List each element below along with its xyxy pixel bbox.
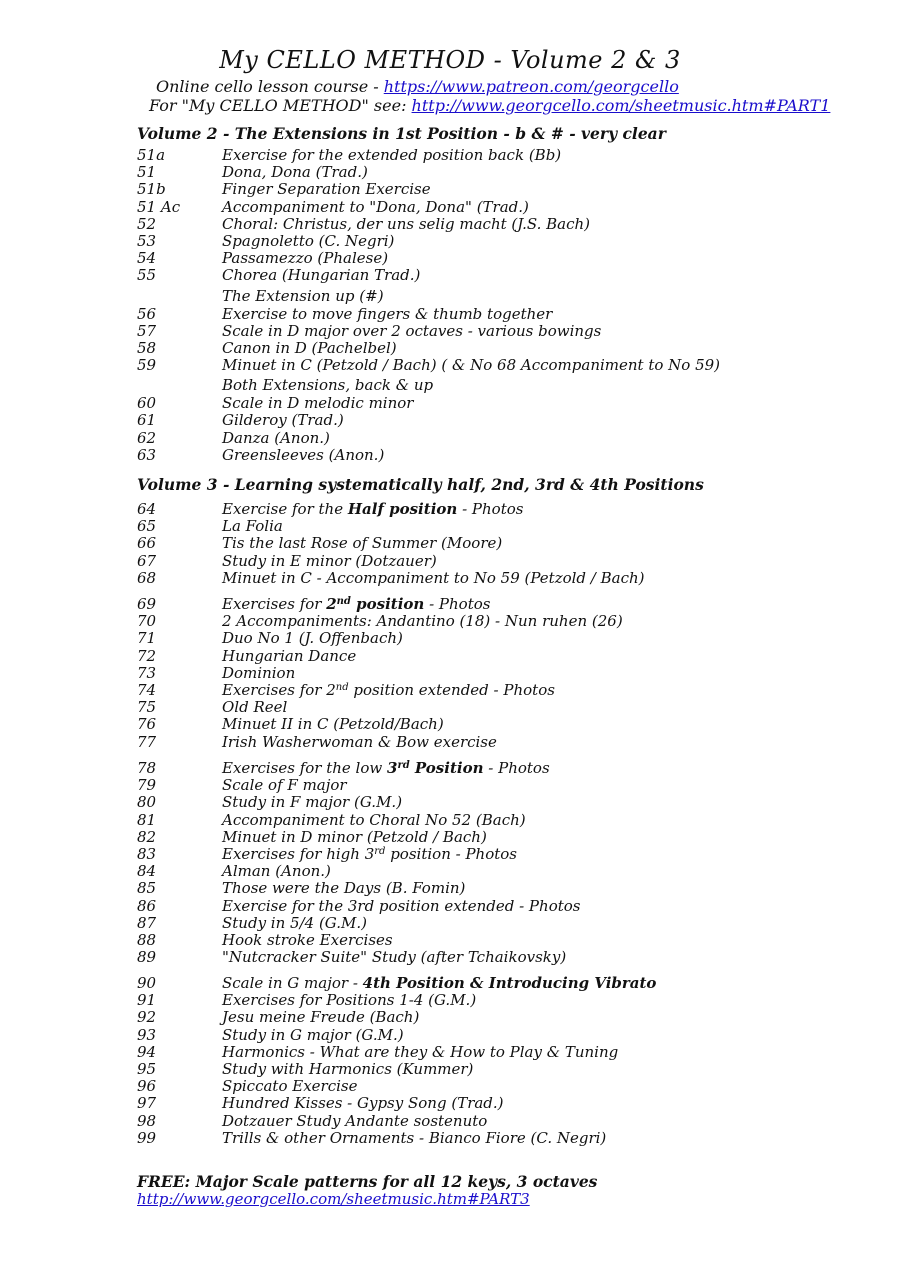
volume2-list bbox=[137, 147, 877, 464]
online-course-label: Online cello lesson course - bbox=[156, 77, 384, 96]
list-item bbox=[137, 535, 877, 552]
list-item bbox=[137, 760, 877, 777]
item-text: Alman (Anon.) bbox=[222, 862, 331, 881]
list-item bbox=[137, 501, 877, 518]
list-item bbox=[137, 863, 877, 880]
list-item bbox=[137, 734, 877, 751]
item-text: Exercise for the extended position back (Bb) bbox=[222, 146, 562, 164]
volume3-heading: Volume 3 - Learning systematically half, 2nd, 3rd & 4th Positions bbox=[137, 475, 704, 494]
item-number: 96 bbox=[137, 1077, 157, 1096]
item-text: Spiccato Exercise bbox=[222, 1077, 358, 1096]
list-item bbox=[137, 880, 877, 897]
item-text: Exercises for 2nd position - Photos bbox=[222, 595, 491, 613]
item-number: 52 bbox=[137, 214, 157, 233]
item-text: 2 Accompaniments: Andantino (18) - Nun ruhen (26) bbox=[222, 612, 623, 631]
list-item bbox=[137, 1061, 877, 1078]
item-number: 54 bbox=[137, 249, 157, 268]
list-item bbox=[137, 915, 877, 932]
list-item bbox=[137, 829, 877, 846]
item-number: 79 bbox=[137, 776, 157, 795]
item-number: 92 bbox=[137, 1008, 157, 1027]
item-text: Passamezzo (Phalese) bbox=[222, 249, 389, 268]
item-text: Finger Separation Exercise bbox=[222, 180, 431, 199]
item-text: Duo No 1 (J. Offenbach) bbox=[222, 629, 403, 648]
item-text: Harmonics - What are they & How to Play & Tuning bbox=[222, 1042, 619, 1061]
volume3-third-position-list bbox=[137, 760, 877, 966]
item-number: 93 bbox=[137, 1025, 157, 1044]
item-text: Old Reel bbox=[222, 698, 288, 717]
method-label: For "My CELLO METHOD" see: bbox=[149, 96, 412, 115]
list-item bbox=[137, 233, 877, 250]
item-text: Dona, Dona (Trad.) bbox=[222, 163, 368, 182]
item-number: 51a bbox=[137, 146, 166, 164]
list-item bbox=[137, 1078, 877, 1095]
list-item bbox=[137, 630, 877, 647]
online-course-line bbox=[156, 77, 679, 97]
item-text: Hook stroke Exercises bbox=[222, 930, 393, 949]
list-item bbox=[137, 898, 877, 915]
item-text: Jesu meine Freude (Bach) bbox=[222, 1008, 420, 1027]
item-text: Study in G major (G.M.) bbox=[222, 1025, 404, 1044]
item-text: Exercises for 2nd position extended - Photos bbox=[222, 680, 555, 699]
list-item bbox=[137, 613, 877, 630]
item-number: 81 bbox=[137, 810, 157, 829]
item-number: 69 bbox=[137, 595, 157, 613]
list-item bbox=[137, 199, 877, 216]
item-number: 99 bbox=[137, 1128, 157, 1147]
section-subheading bbox=[137, 288, 877, 306]
item-text: Tis the last Rose of Summer (Moore) bbox=[222, 534, 503, 553]
list-item bbox=[137, 412, 877, 429]
item-number: 68 bbox=[137, 568, 157, 587]
item-number: 77 bbox=[137, 732, 157, 751]
item-number: 51 bbox=[137, 163, 157, 182]
item-number: 56 bbox=[137, 304, 157, 323]
item-text: Hungarian Dance bbox=[222, 646, 357, 665]
item-text: Exercises for the low 3rd Position - Photos bbox=[222, 759, 550, 777]
list-item bbox=[137, 812, 877, 829]
page-title: My CELLO METHOD - Volume 2 & 3 bbox=[219, 46, 681, 74]
list-item bbox=[137, 682, 877, 699]
item-text: Scale of F major bbox=[222, 776, 347, 795]
item-number: 51 Ac bbox=[137, 197, 181, 216]
item-text: Choral: Christus, der uns selig macht (J.S. Bach) bbox=[222, 214, 591, 233]
item-number: 58 bbox=[137, 338, 157, 357]
item-number: 78 bbox=[137, 759, 157, 777]
item-number: 67 bbox=[137, 551, 157, 570]
list-item bbox=[137, 447, 877, 464]
item-number: 82 bbox=[137, 827, 157, 846]
item-number: 86 bbox=[137, 896, 157, 915]
item-number: 85 bbox=[137, 879, 157, 898]
item-number: 87 bbox=[137, 913, 157, 932]
sheetmusic-part3-link[interactable]: http://www.georgcello.com/sheetmusic.htm#PART3 bbox=[137, 1190, 530, 1208]
item-text: Exercise for the 3rd position extended - Photos bbox=[222, 896, 581, 915]
item-number: 57 bbox=[137, 321, 157, 340]
item-number: 70 bbox=[137, 612, 157, 631]
list-item bbox=[137, 164, 877, 181]
subheading-text: The Extension up (#) bbox=[222, 286, 384, 305]
item-text: Minuet II in C (Petzold/Bach) bbox=[222, 715, 444, 734]
item-number: 90 bbox=[137, 974, 157, 992]
subheading-text: Both Extensions, back & up bbox=[222, 376, 434, 395]
item-text: Accompaniment to "Dona, Dona" (Trad.) bbox=[222, 197, 529, 216]
item-number: 63 bbox=[137, 445, 157, 464]
item-text: Dominion bbox=[222, 663, 296, 682]
volume3-second-position-list bbox=[137, 596, 877, 751]
item-text: Scale in D major over 2 octaves - various bowings bbox=[222, 321, 602, 340]
list-item bbox=[137, 949, 877, 966]
list-item bbox=[137, 846, 877, 863]
item-text: Study in 5/4 (G.M.) bbox=[222, 913, 367, 932]
item-text: Spagnoletto (C. Negri) bbox=[222, 231, 395, 250]
item-number: 60 bbox=[137, 394, 157, 413]
item-text: Chorea (Hungarian Trad.) bbox=[222, 266, 421, 285]
list-item bbox=[137, 1130, 877, 1147]
list-item bbox=[137, 716, 877, 733]
item-text: Exercises for high 3rd position - Photos bbox=[222, 844, 517, 863]
list-item bbox=[137, 395, 877, 412]
section-subheading bbox=[137, 377, 877, 395]
list-item bbox=[137, 267, 877, 284]
item-number: 64 bbox=[137, 500, 157, 518]
list-item bbox=[137, 1044, 877, 1061]
item-number: 98 bbox=[137, 1111, 157, 1130]
list-item bbox=[137, 147, 877, 164]
item-text: Hundred Kisses - Gypsy Song (Trad.) bbox=[222, 1094, 504, 1113]
item-text: Scale in G major - 4th Position & Introducing Vibrato bbox=[222, 974, 657, 992]
item-number: 51b bbox=[137, 180, 166, 199]
item-number: 66 bbox=[137, 534, 157, 553]
item-text: Irish Washerwoman & Bow exercise bbox=[222, 732, 497, 751]
list-item bbox=[137, 570, 877, 587]
item-number: 80 bbox=[137, 793, 157, 812]
item-text: Minuet in C (Petzold / Bach) ( & No 68 Accompaniment to No 59) bbox=[222, 356, 721, 375]
item-number: 73 bbox=[137, 663, 157, 682]
patreon-link[interactable]: https://www.patreon.com/georgcello bbox=[383, 77, 679, 96]
list-item bbox=[137, 992, 877, 1009]
item-number: 97 bbox=[137, 1094, 157, 1113]
item-text: Danza (Anon.) bbox=[222, 428, 330, 447]
list-item bbox=[137, 323, 877, 340]
list-item bbox=[137, 648, 877, 665]
item-number: 88 bbox=[137, 930, 157, 949]
item-number: 55 bbox=[137, 266, 157, 285]
list-item bbox=[137, 777, 877, 794]
sheetmusic-part1-link[interactable]: http://www.georgcello.com/sheetmusic.htm#PART1 bbox=[411, 96, 831, 115]
list-item bbox=[137, 357, 877, 374]
list-item bbox=[137, 1095, 877, 1112]
item-number: 95 bbox=[137, 1059, 157, 1078]
item-number: 89 bbox=[137, 948, 157, 967]
item-number: 61 bbox=[137, 411, 157, 430]
item-text: "Nutcracker Suite" Study (after Tchaikovsky) bbox=[222, 948, 567, 967]
item-number: 53 bbox=[137, 231, 157, 250]
item-text: Accompaniment to Choral No 52 (Bach) bbox=[222, 810, 526, 829]
list-item bbox=[137, 518, 877, 535]
item-text: Study with Harmonics (Kummer) bbox=[222, 1059, 474, 1078]
list-item bbox=[137, 794, 877, 811]
item-text: Minuet in C - Accompaniment to No 59 (Petzold / Bach) bbox=[222, 568, 645, 587]
item-text: Canon in D (Pachelbel) bbox=[222, 338, 397, 357]
item-number: 94 bbox=[137, 1042, 157, 1061]
volume3-half-position-list bbox=[137, 501, 877, 587]
item-number: 59 bbox=[137, 356, 157, 375]
item-number: 74 bbox=[137, 680, 157, 699]
list-item bbox=[137, 216, 877, 233]
item-text: Scale in D melodic minor bbox=[222, 394, 414, 413]
list-item bbox=[137, 340, 877, 357]
list-item bbox=[137, 1027, 877, 1044]
item-text: Study in F major (G.M.) bbox=[222, 793, 403, 812]
item-text: Dotzauer Study Andante sostenuto bbox=[222, 1111, 488, 1130]
list-item bbox=[137, 250, 877, 267]
list-item bbox=[137, 1009, 877, 1026]
item-number: 71 bbox=[137, 629, 157, 648]
list-item bbox=[137, 665, 877, 682]
item-number: 91 bbox=[137, 991, 157, 1010]
method-line bbox=[149, 96, 830, 116]
list-item bbox=[137, 181, 877, 198]
item-text: Those were the Days (B. Fomin) bbox=[222, 879, 466, 898]
item-number: 72 bbox=[137, 646, 157, 665]
item-text: Trills & other Ornaments - Bianco Fiore (C. Negri) bbox=[222, 1128, 607, 1147]
item-text: Exercise to move fingers & thumb together bbox=[222, 304, 553, 323]
item-number: 65 bbox=[137, 517, 157, 536]
free-scales-note: FREE: Major Scale patterns for all 12 keys, 3 octaves bbox=[137, 1172, 598, 1191]
item-number: 75 bbox=[137, 698, 157, 717]
list-item bbox=[137, 1113, 877, 1130]
list-item bbox=[137, 430, 877, 447]
list-item bbox=[137, 306, 877, 323]
list-item bbox=[137, 553, 877, 570]
list-item bbox=[137, 596, 877, 613]
list-item bbox=[137, 932, 877, 949]
list-item bbox=[137, 975, 877, 992]
item-number: 62 bbox=[137, 428, 157, 447]
item-text: Minuet in D minor (Petzold / Bach) bbox=[222, 827, 487, 846]
item-text: Study in E minor (Dotzauer) bbox=[222, 551, 437, 570]
volume3-fourth-position-list bbox=[137, 975, 877, 1147]
list-item bbox=[137, 699, 877, 716]
item-number: 83 bbox=[137, 844, 157, 863]
item-text: Exercises for Positions 1-4 (G.M.) bbox=[222, 991, 477, 1010]
item-text: Greensleeves (Anon.) bbox=[222, 445, 385, 464]
volume2-heading: Volume 2 - The Extensions in 1st Position - b & # - very clear bbox=[137, 124, 666, 143]
item-text: Exercise for the Half position - Photos bbox=[222, 500, 524, 518]
item-text: La Folia bbox=[222, 517, 283, 536]
item-number: 84 bbox=[137, 862, 157, 881]
item-number: 76 bbox=[137, 715, 157, 734]
item-text: Gilderoy (Trad.) bbox=[222, 411, 344, 430]
